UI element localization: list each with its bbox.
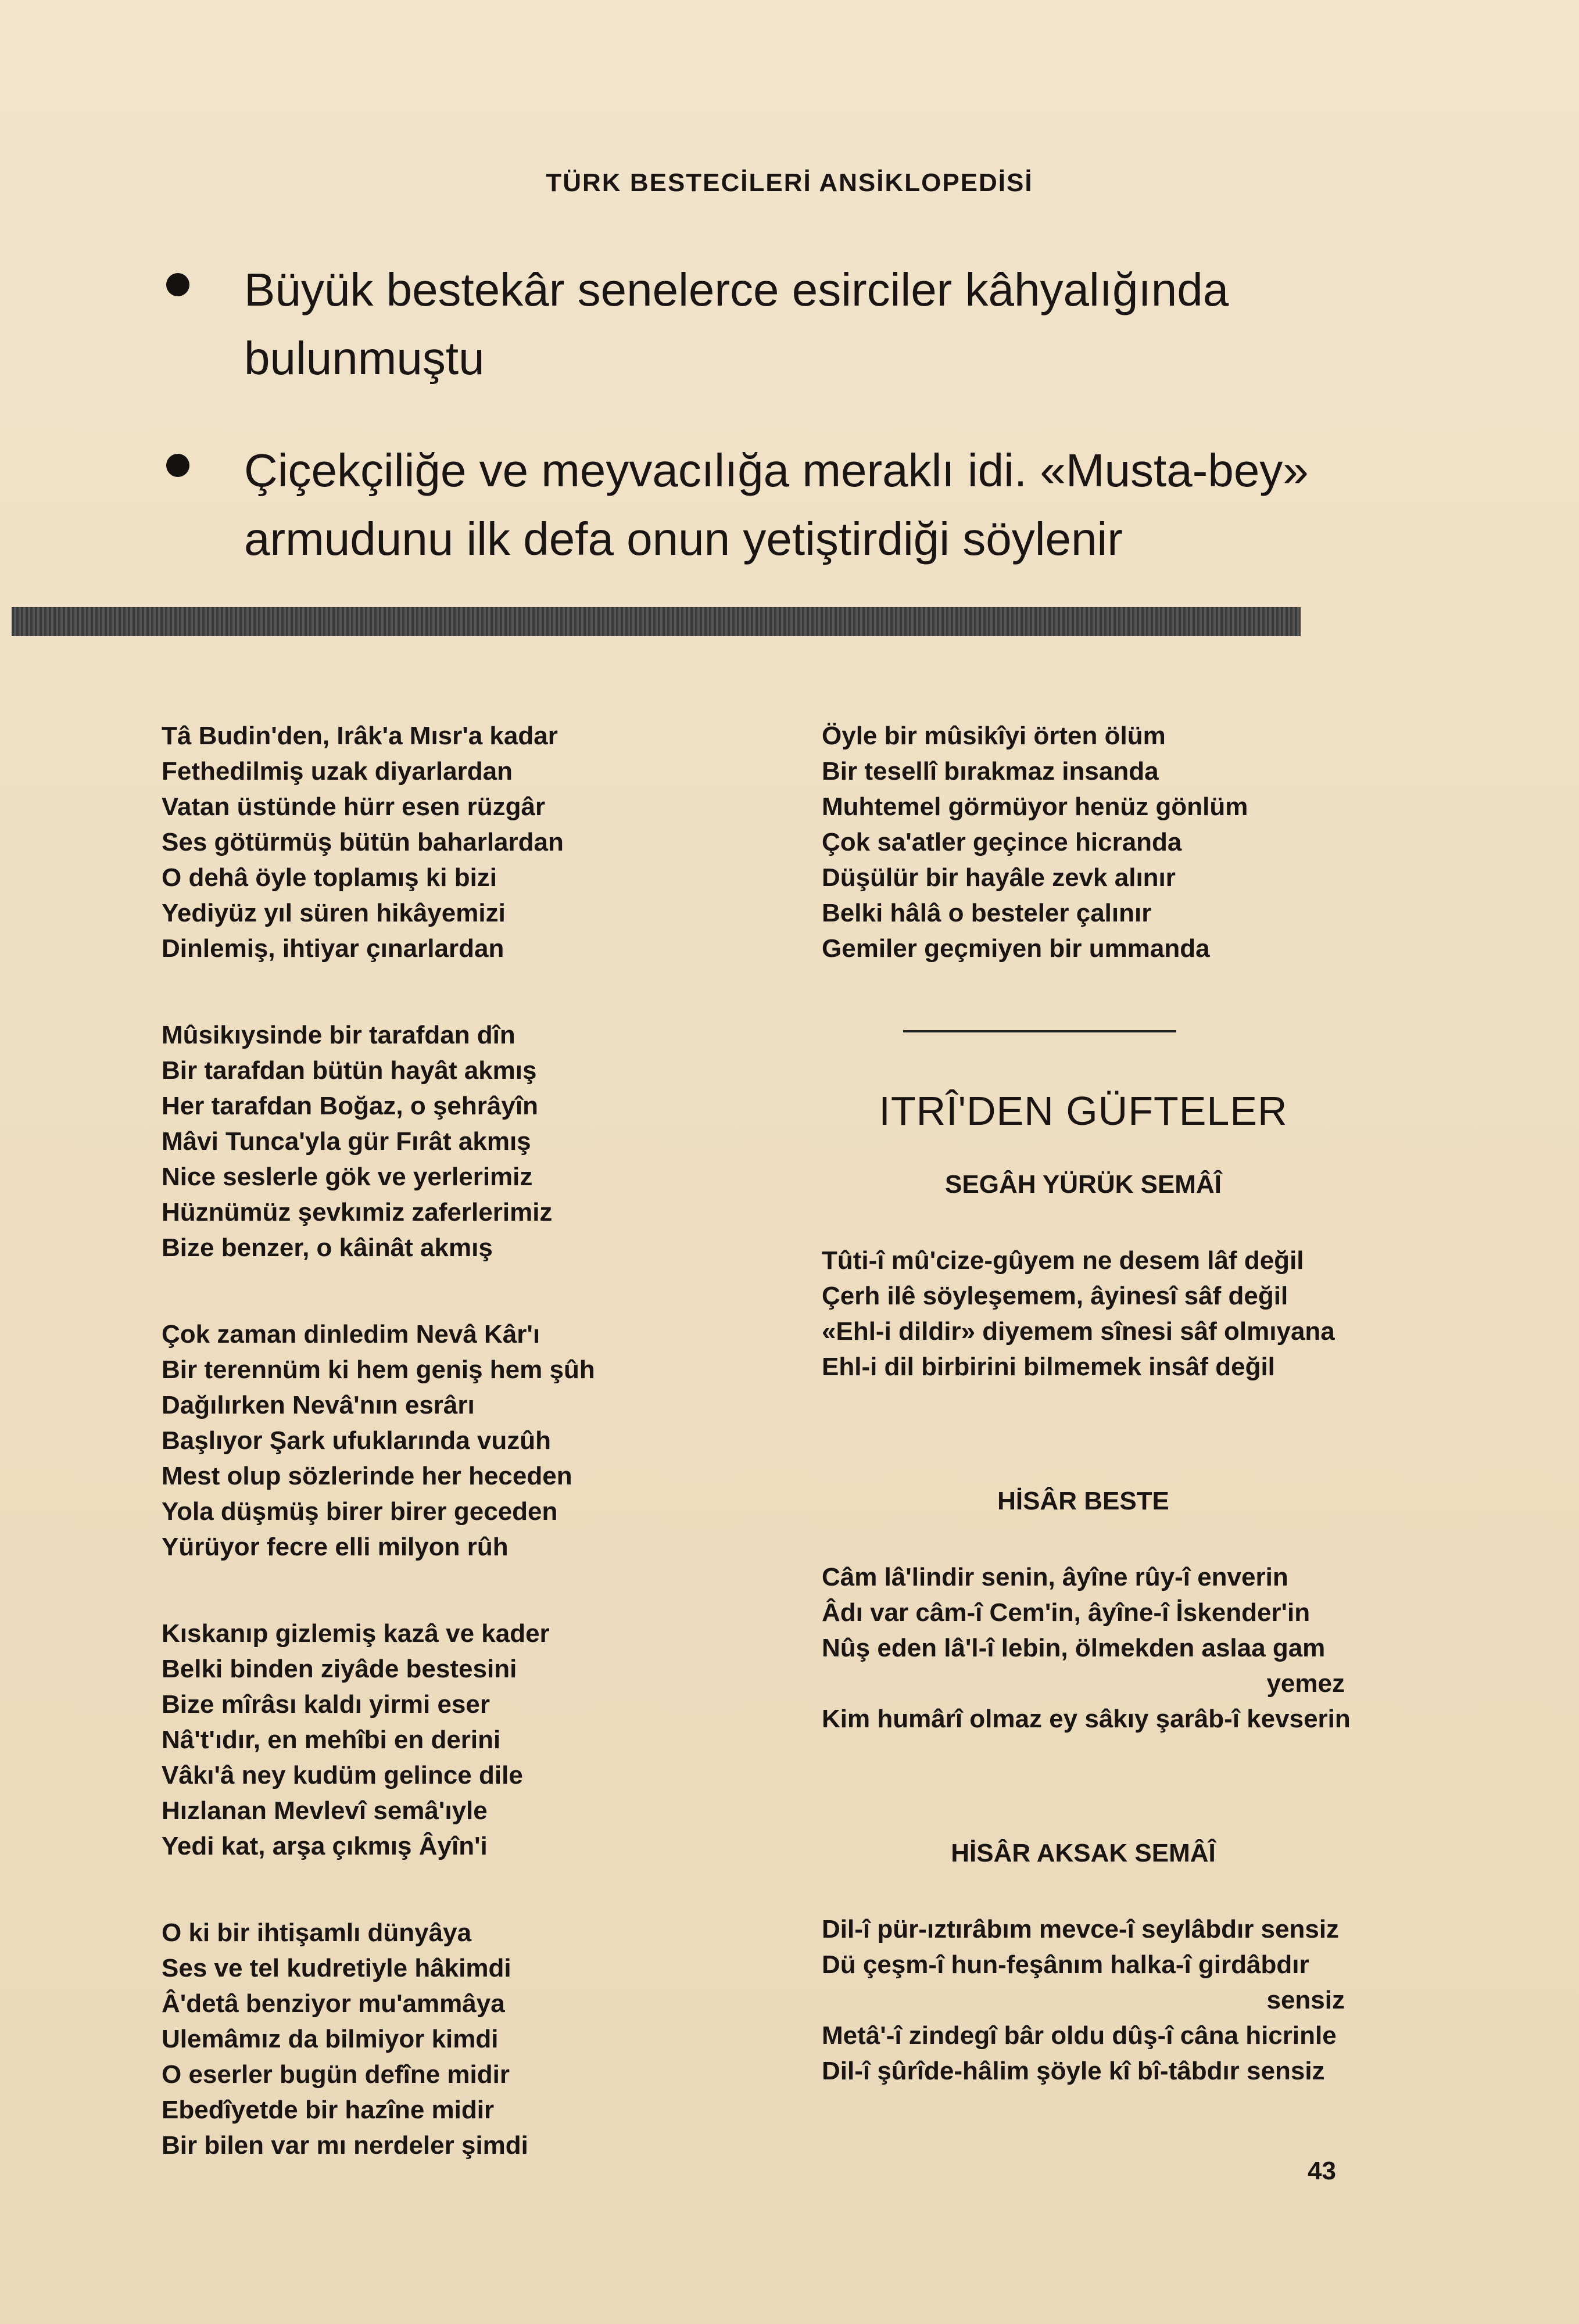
page-header: TÜRK BESTECİLERİ ANSİKLOPEDİSİ: [546, 168, 1033, 197]
poem-line: Bir tesellî bırakmaz insanda: [822, 757, 1159, 786]
poem-line: Muhtemel görmüyor henüz gönlüm: [822, 792, 1248, 821]
poem-line: Bir tarafdan bütün hayât akmış: [162, 1056, 537, 1085]
bullet-item: [157, 436, 1348, 573]
poem-line: Düşülür bir hayâle zevk alınır: [822, 863, 1176, 892]
poem-line: Ulemâmız da bilmiyor kimdi: [162, 2025, 499, 2053]
poem-line: Yürüyor fecre elli milyon rûh: [162, 1533, 509, 1561]
poem-hisar-beste: [822, 1559, 1351, 1737]
poem-line: Dil-î şûrîde-hâlim şöyle kî bî-tâbdır sensiz: [822, 2057, 1325, 2085]
bullet-item: [157, 256, 1348, 393]
poem-line: Dil-î pür-ıztırâbım mevce-î seylâbdır sensiz: [822, 1915, 1340, 1943]
poem-line: Yedi kat, arşa çıkmış Âyîn'i: [162, 1832, 488, 1860]
poem-line: Vatan üstünde hürr esen rüzgâr: [162, 792, 546, 821]
poem-line: Dağılırken Nevâ'nın esrârı: [162, 1391, 475, 1419]
page-number: 43: [1308, 2157, 1336, 2185]
poem-line: Tûti-î mû'cize-gûyem ne desem lâf değil: [822, 1246, 1304, 1275]
poem-line: Bir terennüm ki hem geniş hem şûh: [162, 1355, 595, 1384]
bullet-dot-icon: [166, 273, 189, 296]
stanza: [162, 718, 743, 966]
poem-title: HİSÂR BESTE: [997, 1487, 1169, 1515]
poem-line: Çok zaman dinledim Nevâ Kâr'ı: [162, 1320, 540, 1349]
poem-line: Kim humârî olmaz ey sâkıy şarâb-î kevserin: [822, 1705, 1351, 1733]
poem-line: Tâ Budin'den, Irâk'a Mısr'a kadar: [162, 722, 558, 750]
bullet-text: Çiçekçiliğe ve meyvacılığa meraklı idi. «Musta-bey» armudunu ilk defa onun yetiştirdiği söylenir: [244, 444, 1309, 565]
poem-line: Bize mîrâsı kaldı yirmi eser: [162, 1690, 490, 1719]
poem-line: Kıskanıp gizlemiş kazâ ve kader: [162, 1619, 550, 1648]
poem-line: Yediyüz yıl süren hikâyemizi: [162, 899, 506, 927]
poem-hisar-aksak: [822, 1911, 1345, 2089]
poem-line: Belki hâlâ o besteler çalınır: [822, 899, 1152, 927]
poem-line: Hızlanan Mevlevî semâ'ıyle: [162, 1796, 488, 1825]
poem-line: O dehâ öyle toplamış ki bizi: [162, 863, 497, 892]
poem-line: Câm lâ'lindir senin, âyîne rûy-î enverin: [822, 1563, 1288, 1591]
poem-line: Ses ve tel kudretiyle hâkimdi: [162, 1954, 511, 1982]
highlight-bullets: [157, 256, 1348, 617]
poem-title: HİSÂR AKSAK SEMÂÎ: [951, 1839, 1216, 1867]
poem-line: Ebedîyetde bir hazîne midir: [162, 2096, 495, 2124]
poem-line: Gemiler geçmiyen bir ummanda: [822, 934, 1210, 963]
poem-line: Dinlemiş, ihtiyar çınarlardan: [162, 934, 504, 963]
poem-line: Nâ't'ıdır, en mehîbi en derini: [162, 1726, 501, 1754]
poem-line: Her tarafdan Boğaz, o şehrâyîn: [162, 1092, 538, 1120]
poem-line: Yola düşmüş birer birer geceden: [162, 1497, 558, 1526]
poem-line: O eserler bugün defîne midir: [162, 2060, 510, 2089]
section-divider-bar: [12, 607, 1301, 636]
poem-segah: [822, 1243, 1345, 1385]
stanza: [162, 1915, 743, 2163]
poem-title: SEGÂH YÜRÜK SEMÂÎ: [945, 1170, 1222, 1199]
section-title: ITRÎ'DEN GÜFTELER: [879, 1088, 1288, 1134]
left-column-poem: [162, 718, 743, 2214]
poem-line: Âdı var câm-î Cem'in, âyîne-î İskender'in: [822, 1598, 1311, 1627]
poem-line: Mest olup sözlerinde her heceden: [162, 1462, 572, 1490]
poem-line: Hüznümüz şevkımiz zaferlerimiz: [162, 1198, 553, 1226]
right-column: [822, 718, 1351, 2089]
poem-line: Bir bilen var mı nerdeler şimdi: [162, 2131, 528, 2160]
poem-line: Başlıyor Şark ufuklarında vuzûh: [162, 1426, 551, 1455]
stanza: [822, 718, 1345, 966]
poem-line: Mâvi Tunca'yla gür Fırât akmış: [162, 1127, 531, 1156]
poem-line: Fethedilmiş uzak diyarlardan: [162, 757, 513, 786]
poem-line: Vâkı'â ney kudüm gelince dile: [162, 1761, 523, 1789]
bullet-dot-icon: [166, 454, 189, 477]
poem-line: «Ehl-i dildir» diyemem sînesi sâf olmıyana: [822, 1317, 1335, 1346]
poem-line: Nûş eden lâ'l-î lebin, ölmekden aslaa gam: [822, 1634, 1326, 1662]
poem-line: Çok sa'atler geçince hicranda: [822, 828, 1182, 856]
poem-line: Belki binden ziyâde bestesini: [162, 1655, 517, 1683]
poem-line: Metâ'-î zindegî bâr oldu dûş-î câna hicrinle: [822, 2021, 1337, 2050]
poem-line: Öyle bir mûsikîyi örten ölüm: [822, 722, 1166, 750]
poem-line: Bize benzer, o kâinât akmış: [162, 1233, 493, 1262]
stanza: [162, 1616, 743, 1864]
poem-line: Dü çeşm-î hun-feşânım halka-î girdâbdır: [822, 1950, 1309, 1979]
poem-line: yemez: [1266, 1669, 1345, 1698]
stanza: [162, 1317, 743, 1565]
poem-line: sensiz: [1266, 1986, 1345, 2014]
poem-line: Nice seslerle gök ve yerlerimiz: [162, 1163, 533, 1191]
poem-line: O ki bir ihtişamlı dünyâya: [162, 1918, 472, 1947]
poem-line: Â'detâ benziyor mu'ammâya: [162, 1989, 505, 2018]
poem-line: Çerh ilê söyleşemem, âyinesî sâf değil: [822, 1282, 1288, 1310]
poem-line: Ehl-i dil birbirini bilmemek insâf değil: [822, 1353, 1275, 1381]
separator-line: [903, 1030, 1176, 1032]
bullet-text: Büyük bestekâr senelerce esirciler kâhyalığında bulunmuştu: [244, 264, 1229, 384]
poem-line: Mûsikıysinde bir tarafdan dîn: [162, 1021, 515, 1049]
poem-line: Ses götürmüş bütün baharlardan: [162, 828, 564, 856]
stanza: [162, 1017, 743, 1265]
